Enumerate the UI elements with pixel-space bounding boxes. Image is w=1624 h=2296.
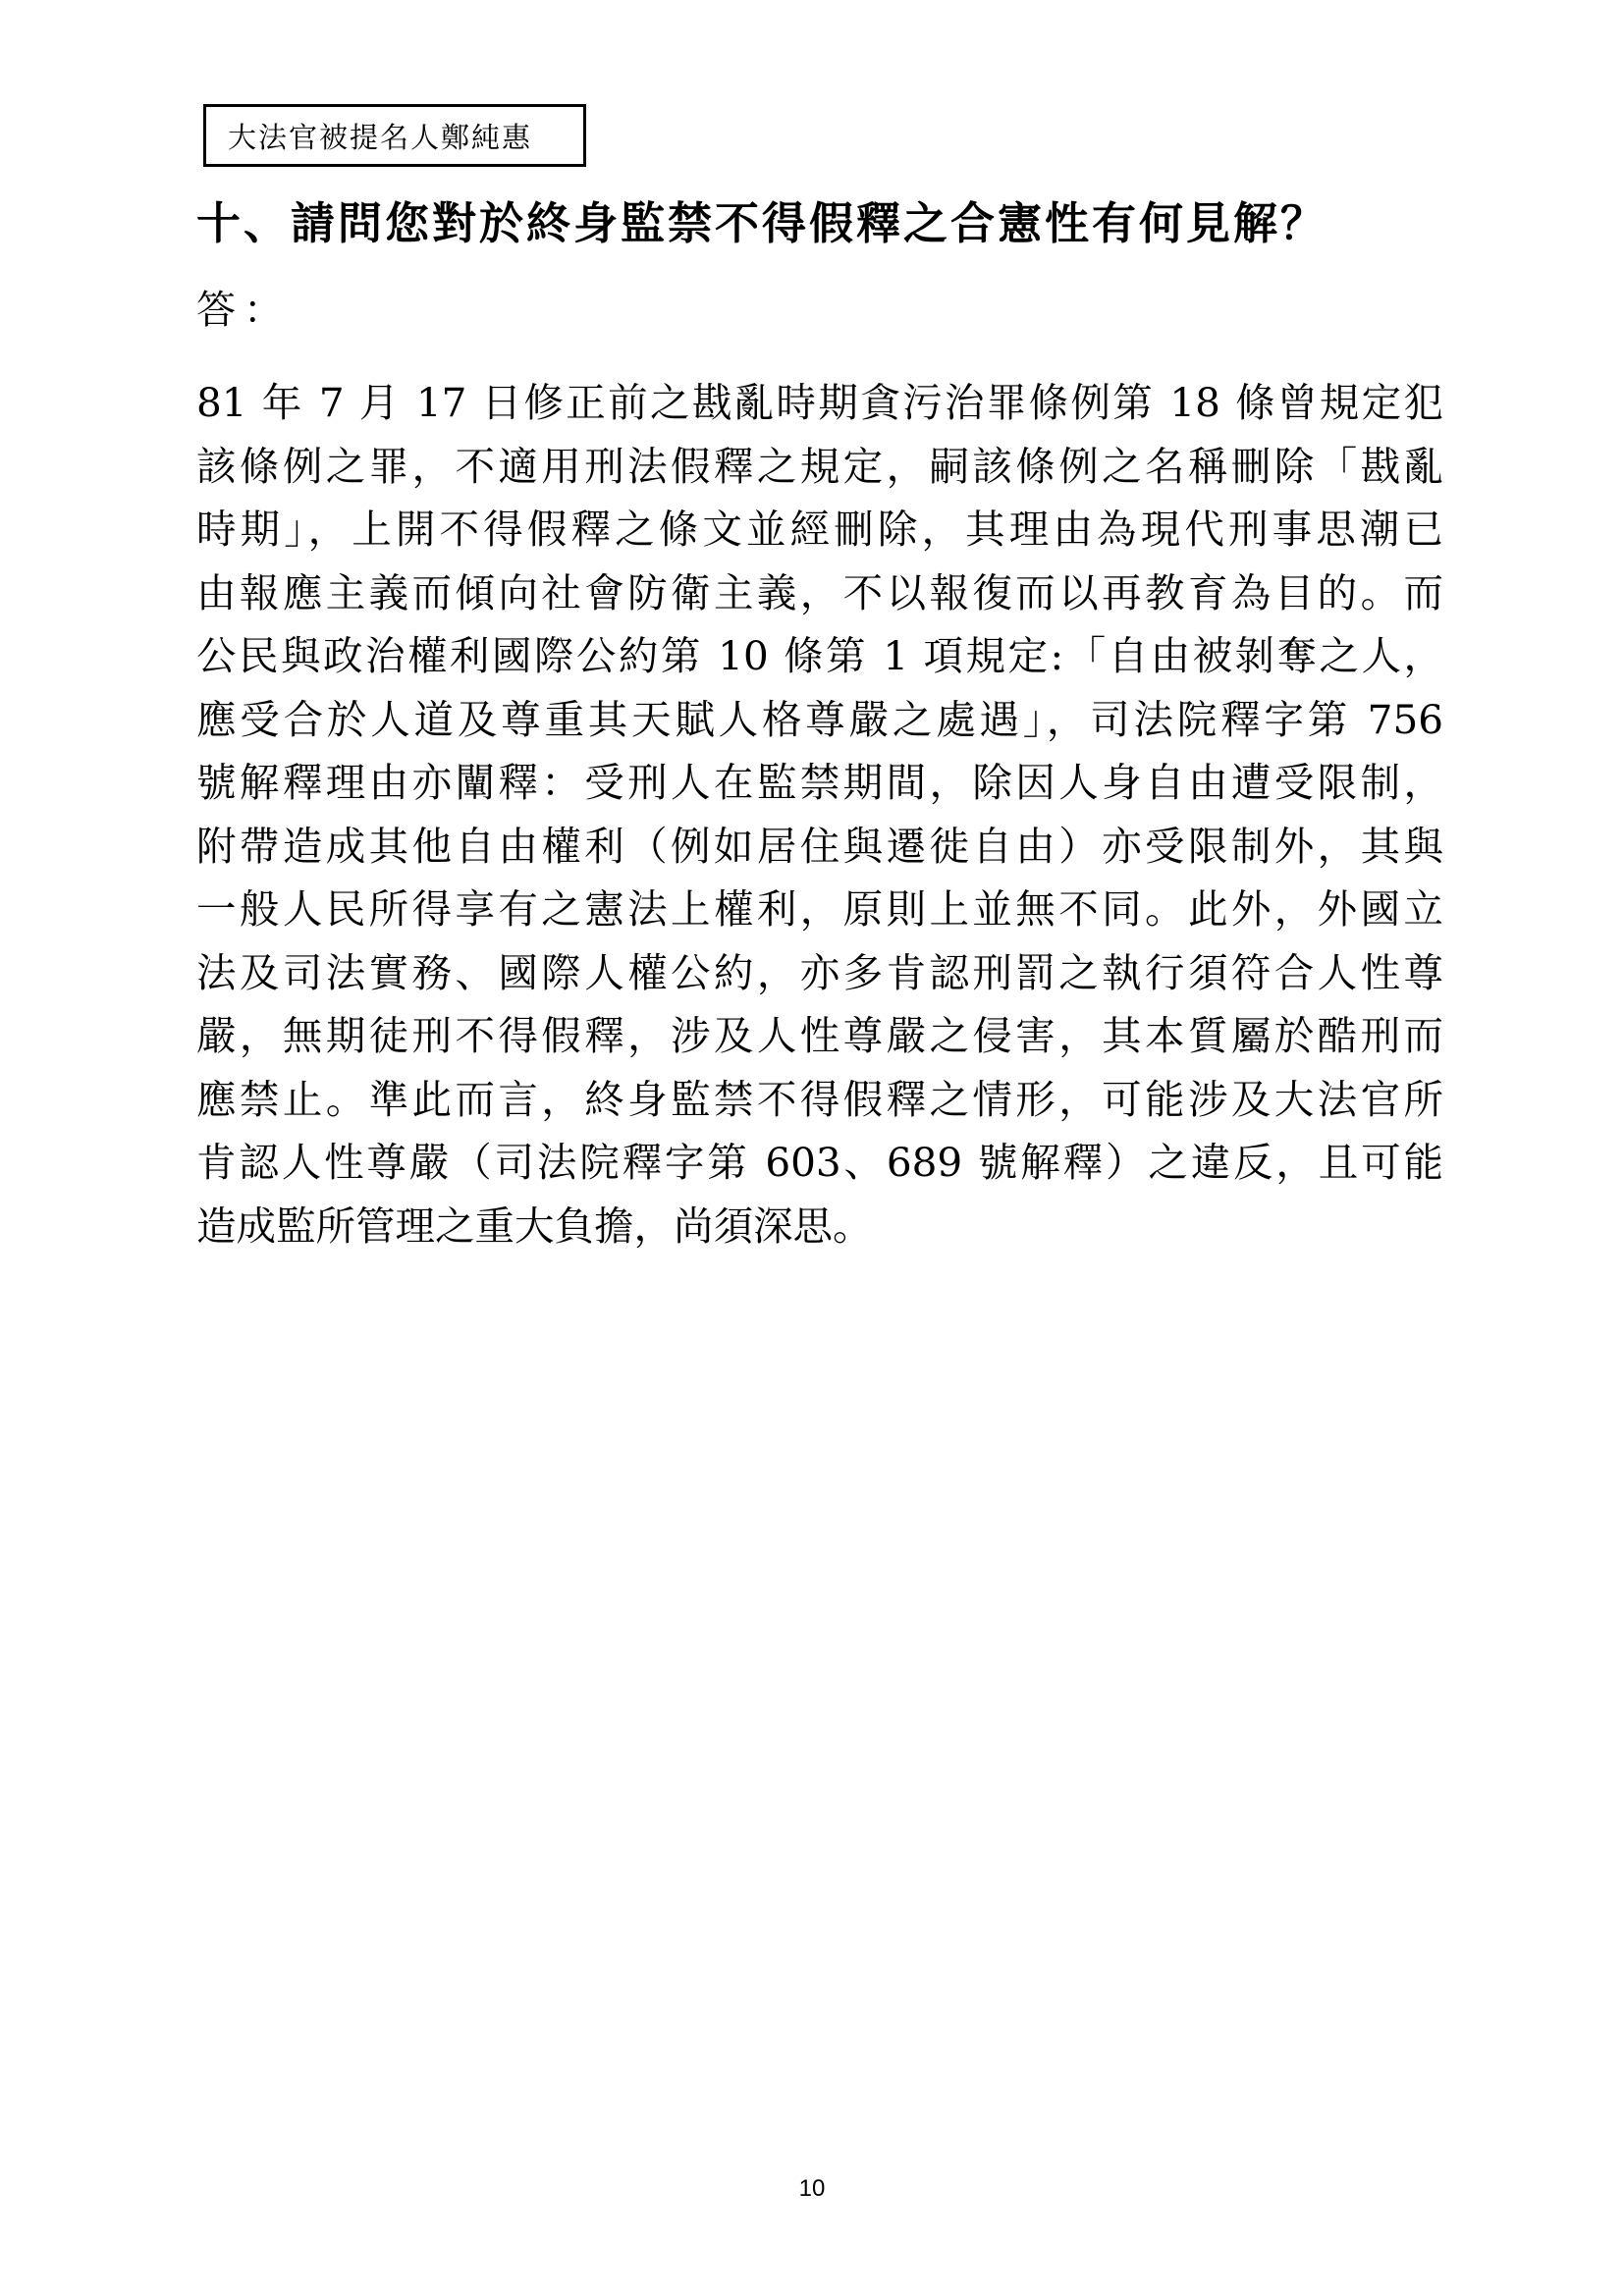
answer-line: 時期」，上開不得假釋之條文並經刪除，其理由為現代刑事思潮已 (196, 506, 1443, 553)
answer-label: 答： (196, 288, 291, 333)
answer-line: 肯認人性尊嚴（司法院釋字第 603、689 號解釋）之違反，且可能 (196, 1139, 1443, 1186)
answer-line: 附帶造成其他自由權利（例如居住與遷徙自由）亦受限制外，其與 (196, 822, 1443, 870)
answer-line: 號解釋理由亦闡釋：受刑人在監禁期間，除因人身自由遭受限制， (196, 759, 1443, 806)
nominee-label: 大法官被提名人鄭純惠 (228, 120, 533, 154)
answer-line: 應禁止。準此而言，終身監禁不得假釋之情形，可能涉及大法官所 (196, 1075, 1443, 1123)
answer-line: 法及司法實務、國際人權公約，亦多肯認刑罰之執行須符合人性尊 (196, 948, 1443, 996)
answer-line: 該條例之罪，不適用刑法假釋之規定，嗣該條例之名稱刪除「戡亂 (196, 442, 1443, 490)
answer-line: 嚴，無期徒刑不得假釋，涉及人性尊嚴之侵害，其本質屬於酷刑而 (196, 1012, 1443, 1059)
nominee-label-box (203, 104, 586, 167)
answer-line: 應受合於人道及尊重其天賦人格尊嚴之處遇」，司法院釋字第 756 (196, 695, 1443, 743)
page-number: 10 (798, 2175, 826, 2202)
answer-line: 公民與政治權利國際公約第 10 條第 1 項規定:「自由被剝奪之人， (196, 632, 1443, 679)
answer-body (196, 371, 1443, 1257)
answer-line: 81 年 7 月 17 日修正前之戡亂時期貪污治罪條例第 18 條曾規定犯 (196, 379, 1443, 426)
answer-line: 一般人民所得享有之憲法上權利，原則上並無不同。此外，外國立 (196, 885, 1443, 933)
answer-line: 造成監所管理之重大負擔，尚須深思。 (196, 1201, 873, 1250)
answer-line: 由報應主義而傾向社會防衛主義，不以報復而以再教育為目的。而 (196, 568, 1443, 616)
question-heading: 十、請問您對於終身監禁不得假釋之合憲性有何見解？ (196, 197, 1328, 249)
